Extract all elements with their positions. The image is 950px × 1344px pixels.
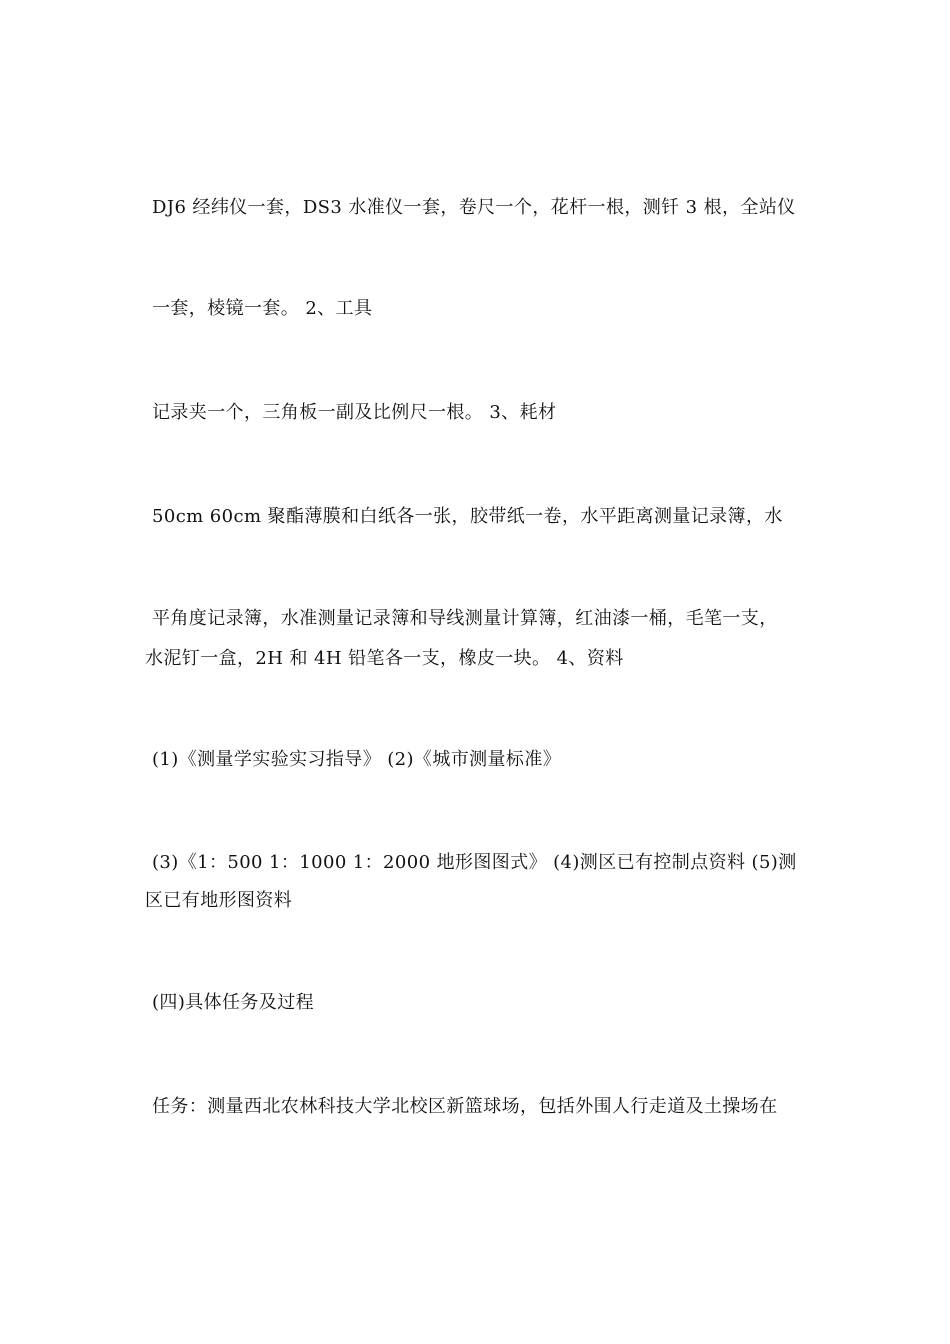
text-line-consumables-3: 水泥钉一盒，2H 和 4H 铅笔各一支，橡皮一块。 4、资料	[145, 648, 624, 669]
text-line-tools: 记录夹一个，三角板一副及比例尺一根。 3、耗材	[152, 402, 557, 423]
section-heading: (四)具体任务及过程	[152, 992, 315, 1013]
text-line-equipment-2: 一套，棱镜一套。 2、工具	[152, 298, 373, 319]
text-line-equipment-1: DJ6 经纬仪一套，DS3 水准仪一套，卷尺一个，花杆一根，测钎 3 根，全站仪	[152, 197, 796, 218]
text-line-task: 任务：测量西北农林科技大学北校区新篮球场，包括外围人行走道及土操场在	[152, 1096, 778, 1117]
text-line-references-2: (3)《1：500 1：1000 1：2000 地形图图式》 (4)测区已有控制点资料 (5)测	[152, 852, 797, 873]
text-line-references-1: (1)《测量学实验实习指导》 (2)《城市测量标准》	[152, 749, 562, 770]
text-line-consumables-2: 平角度记录簿，水准测量记录簿和导线测量计算簿，红油漆一桶，毛笔一支，	[152, 608, 778, 629]
text-line-references-3: 区已有地形图资料	[145, 890, 293, 911]
text-line-consumables-1: 50cm 60cm 聚酯薄膜和白纸各一张，胶带纸一卷，水平距离测量记录簿，水	[152, 506, 783, 527]
